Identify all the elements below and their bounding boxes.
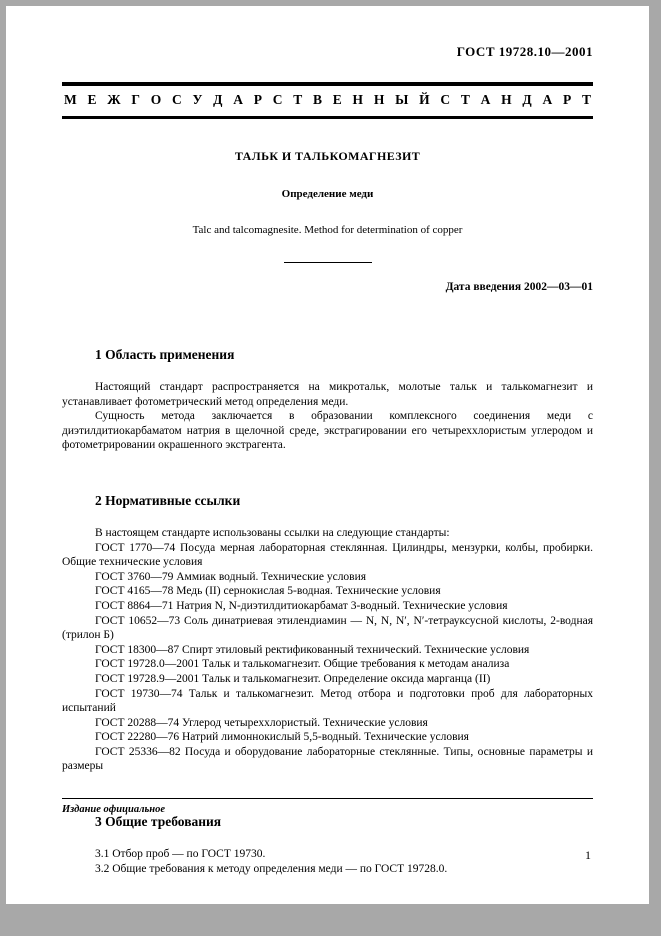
page-number: 1 (585, 848, 591, 862)
effective-date: Дата введения 2002—03—01 (445, 281, 593, 293)
document-subtitle: Определение меди (281, 188, 374, 200)
document-title-english: Talc and talcomagnesite. Method for determination of copper (192, 224, 463, 236)
standard-code: ГОСТ 19728.10—2001 (456, 44, 593, 59)
reference-item: ГОСТ 19728.9—2001 Тальк и талькомагнезит. Определение оксида марганца (II) (95, 672, 491, 685)
paragraph: Сущность метода заключается в образовании комплексного соединения меди с диэтилдитиокарбаматом натрия в щелочной среде, экстрагировании его четыреххлористым углеродом и фотометрировании окрашенного экстрагента. (62, 410, 593, 452)
reference-item: ГОСТ 4165—78 Медь (II) сернокислая 5-водная. Технические условия (95, 585, 441, 598)
page-content (6, 6, 649, 876)
reference-item: ГОСТ 19730—74 Тальк и талькомагнезит. Метод отбора и подготовки проб для лабораторных испытаний (62, 687, 593, 715)
document-page (6, 6, 649, 904)
section-heading-scope: 1 Область применения (95, 347, 235, 362)
section-heading-general-requirements: 3 Общие требования (95, 814, 222, 830)
interstate-standard-banner: М Е Ж Г О С У Д А Р С Т В Е Н Н Ы Й С Т А Н Д А Р Т (62, 82, 593, 119)
reference-item: ГОСТ 20288—74 Углерод четыреххлористый. Технические условия (95, 716, 428, 729)
reference-item: ГОСТ 22280—76 Натрий лимоннокислый 5,5-водный. Технические условия (95, 731, 469, 744)
official-edition-note: Издание официальное (62, 804, 166, 815)
paragraph: 3.2 Общие требования к методу определения меди — по ГОСТ 19728.0. (95, 862, 448, 875)
reference-item: ГОСТ 18300—87 Спирт этиловый ректификованный технический. Технические условия (95, 643, 530, 656)
footer-divider (62, 798, 593, 799)
paragraph: 3.1 Отбор проб — по ГОСТ 19730. (95, 848, 266, 861)
reference-item: ГОСТ 25336—82 Посуда и оборудование лабораторные стеклянные. Типы, основные параметры и размеры (62, 745, 593, 773)
reference-item: ГОСТ 19728.0—2001 Тальк и талькомагнезит. Общие требования к методам анализа (95, 658, 510, 671)
reference-item: ГОСТ 1770—74 Посуда мерная лабораторная стеклянная. Цилиндры, мензурки, колбы, пробирки. Общие технические условия (62, 541, 593, 569)
reference-item: ГОСТ 8864—71 Натрия N, N-диэтилдитиокарбамат 3-водный. Технические условия (95, 599, 508, 612)
reference-item: ГОСТ 10652—73 Соль динатриевая этилендиамин — N, N, N′, N′-тетрауксусной кислоты, 2-водная (трилон Б) (62, 614, 593, 642)
document-title: ТАЛЬК И ТАЛЬКОМАГНЕЗИТ (234, 149, 421, 163)
paragraph: Настоящий стандарт распространяется на микротальк, молотые тальк и талькомагнезит и устанавливает фотометрический метод определения меди. (62, 381, 593, 408)
references-intro: В настоящем стандарте использованы ссылки на следующие стандарты: (95, 526, 450, 539)
section-heading-references: 2 Нормативные ссылки (95, 492, 241, 508)
title-divider (284, 262, 372, 263)
reference-item: ГОСТ 3760—79 Аммиак водный. Технические условия (95, 570, 367, 583)
